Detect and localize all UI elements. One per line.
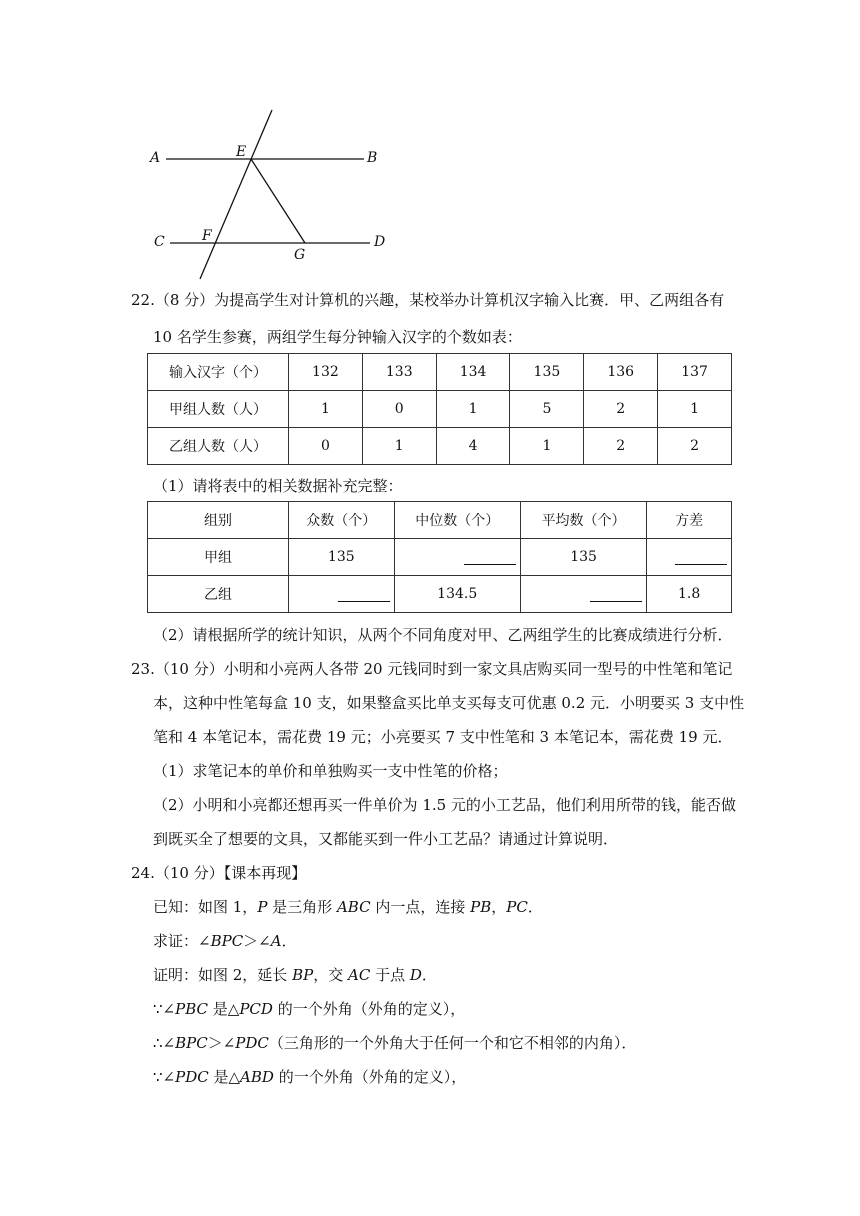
table-cell: 5	[510, 391, 584, 428]
text: ∵∠	[153, 1068, 176, 1086]
table-cell: 135	[520, 539, 646, 576]
var: ABC	[336, 898, 371, 916]
table-cell: 0	[289, 428, 363, 465]
q22-intro-2: 10 名学生参赛，两组学生每分钟输入汉字的个数如表：	[153, 328, 522, 346]
table-cell: 组别	[148, 502, 289, 539]
table-cell: 134	[436, 354, 510, 391]
table-cell: 众数（个）	[289, 502, 395, 539]
var: PCD	[239, 1000, 273, 1018]
table-cell: 137	[658, 354, 732, 391]
q23-line-4: （1）求笔记本的单价和单独购买一支中性笔的价格；	[153, 762, 508, 780]
q23-line-1: 23.（10 分）小明和小亮两人各带 20 元钱同时到一家文具店购买同一型号的中性笔和笔记	[131, 660, 733, 678]
transversal-line	[200, 110, 272, 279]
q23-line-5: （2）小明和小亮都还想再买一件单价为 1.5 元的小工艺品，他们利用所带的钱，能否做	[153, 796, 736, 814]
table-cell: 133	[362, 354, 436, 391]
table-cell: 平均数（个）	[520, 502, 646, 539]
text: ∵∠	[153, 1000, 176, 1018]
text: 已知：如图 1，	[153, 898, 258, 916]
text: 是△	[208, 1000, 240, 1018]
table-cell: 4	[436, 428, 510, 465]
q22-sub-1: （1）请将表中的相关数据补充完整：	[153, 477, 403, 495]
table-cell: 1	[510, 428, 584, 465]
var: PDC	[175, 1068, 209, 1086]
q24-proof-intro	[153, 965, 437, 985]
table-cell: 2	[658, 428, 732, 465]
var: PDC	[235, 1034, 269, 1052]
table-cell: 甲组人数（人）	[148, 391, 289, 428]
table-cell: 方差	[647, 502, 732, 539]
table-cell: 中位数（个）	[394, 502, 520, 539]
answer-blank[interactable]	[647, 539, 732, 576]
table-row	[148, 354, 732, 391]
table-cell: 乙组	[148, 576, 289, 613]
label-f: F	[202, 228, 212, 244]
text: ＞∠	[243, 932, 271, 950]
q23-line-2: 本，这种中性笔每盒 10 支，如果整盒买比单支买每支可优惠 0.2 元．小明要买 3 支中性	[153, 694, 745, 712]
var: A	[270, 932, 282, 950]
q23-line-3: 笔和 4 本笔记本，需花费 19 元；小亮要买 7 支中性笔和 3 本笔记本，需花费 19 元．	[153, 728, 733, 746]
text: ．	[527, 898, 543, 916]
text: （三角形的一个外角大于任何一个和它不相邻的内角）．	[268, 1034, 637, 1052]
table-cell: 乙组人数（人）	[148, 428, 289, 465]
var: PB	[470, 898, 492, 916]
q24-known	[153, 897, 543, 917]
table-cell: 输入汉字（个）	[148, 354, 289, 391]
text: ＞∠	[207, 1034, 236, 1052]
q24-title: 24.（10 分）【课本再现】	[131, 864, 307, 882]
var: PC	[506, 898, 528, 916]
table-row	[148, 576, 732, 613]
var: P	[257, 898, 268, 916]
table-cell: 甲组	[148, 539, 289, 576]
table-cell: 2	[584, 391, 658, 428]
answer-blank[interactable]	[289, 576, 395, 613]
text: 证明：如图 2，延长	[153, 966, 293, 984]
answer-blank[interactable]	[394, 539, 520, 576]
q24-prove	[153, 931, 297, 951]
text: 求证：∠	[153, 932, 211, 950]
var: BPC	[175, 1034, 208, 1052]
input-count-table	[147, 353, 732, 465]
var: BP	[292, 966, 314, 984]
statistics-table	[147, 501, 732, 613]
table-cell: 1	[289, 391, 363, 428]
table-cell: 135	[510, 354, 584, 391]
q22-intro-1: 22.（8 分）为提高学生对计算机的兴趣，某校举办计算机汉字输入比赛．甲、乙两组各有	[131, 291, 725, 309]
label-c: C	[154, 234, 165, 250]
q24-step-3	[153, 1067, 466, 1087]
table-cell: 135	[289, 539, 395, 576]
table-cell: 1.8	[647, 576, 732, 613]
table-cell: 136	[584, 354, 658, 391]
text: ∴∠	[153, 1034, 176, 1052]
segment-eg	[251, 159, 305, 243]
text: 的一个外角（外角的定义），	[272, 1000, 466, 1018]
text: ，交	[313, 966, 348, 984]
table-row	[148, 539, 732, 576]
q23-line-6: 到既买全了想要的文具，又都能买到一件小工艺品？请通过计算说明．	[153, 830, 619, 848]
label-a: A	[150, 150, 161, 166]
q22-sub-2: （2）请根据所学的统计知识，从两个不同角度对甲、乙两组学生的比赛成绩进行分析．	[153, 626, 733, 644]
text: 于点	[370, 966, 410, 984]
table-row	[148, 391, 732, 428]
q24-step-1	[153, 999, 465, 1019]
text: ，	[491, 898, 507, 916]
var: BPC	[210, 932, 244, 950]
text: 内一点，连接	[370, 898, 471, 916]
var: D	[409, 966, 422, 984]
q24-step-2	[153, 1033, 636, 1053]
table-cell: 2	[584, 428, 658, 465]
label-d: D	[374, 234, 386, 250]
var: AC	[348, 966, 371, 984]
label-g: G	[294, 247, 306, 263]
table-row	[148, 428, 732, 465]
text: ．	[421, 966, 437, 984]
table-cell: 1	[436, 391, 510, 428]
var: ABD	[240, 1068, 274, 1086]
label-e: E	[236, 144, 247, 160]
table-cell: 1	[658, 391, 732, 428]
table-row	[148, 502, 732, 539]
var: PBC	[175, 1000, 208, 1018]
label-b: B	[367, 150, 378, 166]
text: ．	[281, 932, 297, 950]
text: 是△	[208, 1068, 241, 1086]
text: 的一个外角（外角的定义），	[273, 1068, 467, 1086]
text: 是三角形	[267, 898, 337, 916]
answer-blank[interactable]	[520, 576, 646, 613]
geometry-figure	[0, 0, 860, 290]
table-cell: 132	[289, 354, 363, 391]
table-cell: 1	[362, 428, 436, 465]
table-cell: 134.5	[394, 576, 520, 613]
table-cell: 0	[362, 391, 436, 428]
